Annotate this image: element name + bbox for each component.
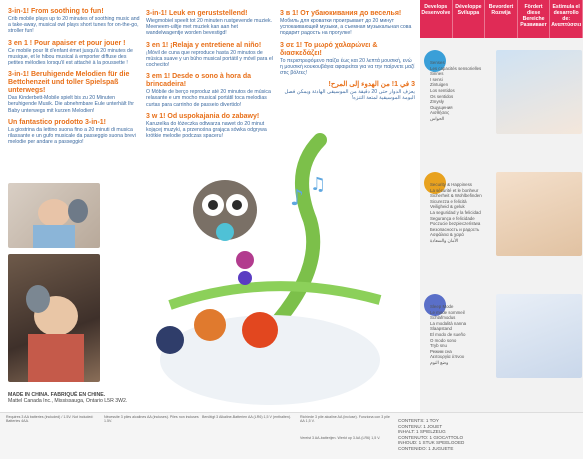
feature-label: El modo de sueño: [430, 331, 466, 337]
feature-label: Sicherheit & Wohlbefinden: [430, 193, 482, 199]
feature-label: Sicurezza e felicità: [430, 198, 467, 204]
made-in-text: [8, 392, 127, 404]
header-cell: Estimula el desarrollo de: Αναπτύσσει: [550, 0, 583, 38]
text-block: [280, 81, 415, 101]
feature-label: O modo sono: [430, 337, 457, 343]
feature-label: Αισθήσεις: [430, 110, 450, 116]
feature-label: La sécurité et le bonheur: [430, 187, 479, 193]
feature-label: Безопасность и радость: [430, 226, 480, 232]
feature-senses: [422, 46, 582, 156]
feature-label: Poczucie bezpieczeństwa: [430, 221, 481, 227]
text-block: [8, 8, 142, 35]
feature-label: Режим сна: [430, 348, 452, 354]
block-heading: 3 في 1! من الهدوء إلى المرح!: [328, 81, 415, 89]
block-heading: 3-in-1! Beruhigende Melodien für die Bettchenzeit und toller Spielspaß unterwegs!: [8, 71, 130, 95]
feature-label: I sensi: [430, 76, 443, 82]
block-body: Wiegmobiel speelt tot 20 minuten rustgevende muziek. Meeneem-uiltje met muziek kan aan het wandelwagentje worden bevestigd!: [146, 18, 273, 37]
feature-label: وضع النوم: [430, 359, 449, 365]
block-heading: 3-in-1! From soothing to fun!: [8, 8, 104, 15]
header-cell: Bevordert Rozwija: [485, 0, 518, 38]
feature-photo: [496, 50, 582, 134]
contents-line: INHOUD: 1 STUK SPEELGOED: [398, 440, 465, 446]
contents-line: CONTENUTO: 1 GIOCATTOLO: [398, 434, 464, 440]
feature-label: الحواس: [430, 115, 445, 121]
block-body: Das Kinderbett-Mobile spielt bis zu 20 Minuten beruhigende Musik. Die abnehmbare Eule unterhält Ihr Baby unterwegs mit kurzen Melodien!: [8, 95, 135, 114]
block-body: Crib mobile plays up to 20 minutes of soothing music and a take-away, musical owl plays short tunes for on-the-go, stroller fun!: [8, 16, 140, 35]
text-block: [146, 73, 276, 108]
feature-label: Senses: [430, 60, 445, 65]
contents-list: [398, 418, 580, 452]
header-cell: Fördert diese Bereiche Развивает: [518, 0, 551, 38]
stroller-photo: [8, 254, 100, 382]
block-body: Karuzelka do łóżeczka odtwarza nawet do 20 minut kojącej muzyki, a przenośna grająca sówka odgrywa krótkie melodie podczas spaceru!: [146, 120, 267, 140]
feature-label: Les capacités sensorielles: [430, 65, 482, 71]
mobile-illustration: [150, 130, 430, 410]
feature-label: الأمان والسعادة: [430, 237, 459, 243]
block-body: Το περιστρεφόμενο παίζει έως και 20 λεπτά μουσική, ενώ η μουσική κουκουβάγια αφαιρείται για να την παίρνετε μαζί στις βόλτες!: [280, 57, 415, 77]
block-body: ¡Móvil de cuna que reproduce hasta 20 minutos de música suave y un búho musical portátil y móvil para el cochecito!: [146, 49, 273, 69]
feature-sleep: [422, 290, 582, 400]
address-line: Mattel Canada Inc., Mississauga, Ontario L5R 3W2.: [8, 398, 128, 404]
baby-photo: [8, 183, 100, 248]
svg-text:♪: ♪: [290, 186, 305, 211]
feature-security: [422, 168, 582, 278]
feature-label: Sinnes: [430, 71, 444, 77]
text-block: [8, 40, 142, 67]
right-text-column: [280, 10, 415, 107]
contents-line: CONTENIDO: 1 JUGUETE: [398, 445, 454, 451]
feature-label: Slaapstand: [430, 326, 452, 332]
legal-text: Benötigt 3 Alkaline-Batterien AA (LR6) 1,5 V (enthalten).: [202, 415, 292, 419]
block-heading: 3 σε 1! Το μωρό χαλαρώνει & διασκεδάζει!: [280, 41, 378, 57]
develops-header: [420, 0, 583, 38]
block-heading: 3 en 1! ¡Relaja y entretiene al niño!: [146, 41, 262, 49]
left-text-column: [8, 8, 142, 150]
feature-label: Os sentidos: [430, 93, 454, 99]
feature-label: Zmysły: [430, 99, 444, 105]
contents-line: CONTENU: 1 JOUET: [398, 423, 443, 429]
feature-photo: [496, 172, 582, 256]
block-body: Мобиль для кроватки проигрывает до 20 минут успокаивающей музыки, а съемная музыкальная сова подарит радость на прогулке!: [280, 18, 412, 37]
block-body: O Móbile de berço reproduz até 20 minutos de música relaxante e um mocho musical portátil toca melodias curtas para carrinho de passeio divertido!: [146, 89, 271, 108]
text-block: [280, 42, 415, 77]
contents-line: CONTENTS: 1 TOY: [398, 418, 439, 423]
block-heading: 3 em 1! Desde o sono à hora da brincadeira!: [146, 73, 252, 89]
text-block: [280, 10, 415, 37]
block-heading: 3 в 1! От убаюкивания до веселья!: [280, 10, 402, 17]
header-cell: Develops Desenvolve: [420, 0, 453, 38]
text-block: [8, 71, 142, 114]
legal-text: Richiede 3 pile alcaline AA (incluse). Funziona con 3 pile AA 1,5 V.: [300, 415, 390, 424]
feature-label: Λειτουργία ύπνου: [430, 354, 465, 360]
legal-text: Vereist 3 AA-batterijen. Werkt op 3 AA (LR6) 1,5 V.: [300, 436, 381, 440]
feature-label: Ощущения: [430, 104, 453, 110]
feature-label: Segurança e felicidade: [430, 215, 475, 221]
legal-text: Requires 3 AA batteries (included) / 1.5V. Not included: Batteries 4AA.: [6, 415, 94, 424]
feature-label: Veiligheid & geluk: [430, 204, 465, 210]
feature-label: Los sentidos: [430, 87, 455, 93]
feature-label: La seguridad y la felicidad: [430, 209, 481, 215]
feature-label: La modalità nanna: [430, 320, 467, 326]
header-cell: Développe Sviluppa: [453, 0, 486, 38]
block-body: يعزف الدوار حتى 20 دقيقة من الموسيقى الهادئة ويمكن فصل البومة الموسيقية لمتعة التنزه!: [284, 89, 415, 102]
text-block: [146, 10, 276, 37]
feature-label: Sleep Mode: [430, 304, 454, 309]
block-heading: 3 en 1 ! Pour apaiser et pour jouer !: [8, 39, 126, 47]
contents-line: INHALT: 1 SPIELZEUG: [398, 429, 446, 435]
text-block: [8, 119, 142, 146]
feature-label: Schlafmodus: [430, 315, 456, 321]
feature-label: Ασφάλεια & χαρά: [430, 232, 464, 238]
legal-text: Nécessite 3 piles alcalines AA (incluses). Piles non incluses 1.5V.: [104, 415, 199, 424]
svg-text:♫: ♫: [310, 174, 327, 195]
middle-text-column: [146, 10, 276, 144]
feature-label: Le mode sommeil: [430, 309, 465, 315]
feature-label: Tryb snu: [430, 343, 447, 349]
block-heading: 3-in-1! Leuk en geruststellend!: [146, 10, 248, 17]
feature-label: Zintuigen: [430, 82, 449, 88]
block-body: La giostrina da lettino suona fino a 20 minuti di musica rilassante e un gufo musicale da passeggio suona brevi melodie per andare a passeggio!: [8, 126, 136, 146]
feature-label: Security & Happiness: [430, 182, 472, 187]
block-heading: 3 w 1! Od uspokajania do zabawy!: [146, 112, 260, 120]
made-in-line: MADE IN CHINA. FABRIQUÉ EN CHINE.: [8, 392, 106, 398]
feature-photo: [496, 294, 582, 378]
text-block: [146, 42, 276, 69]
block-heading: Un fantastico prodotto 3-in-1!: [8, 118, 106, 126]
block-body: Ce mobile pour lit d'enfant émet jusqu'à 20 minutes de musique, et le hibou musical à emporter diffuse des petites mélodies lorsqu'il est attaché à la poussette !: [8, 47, 133, 67]
